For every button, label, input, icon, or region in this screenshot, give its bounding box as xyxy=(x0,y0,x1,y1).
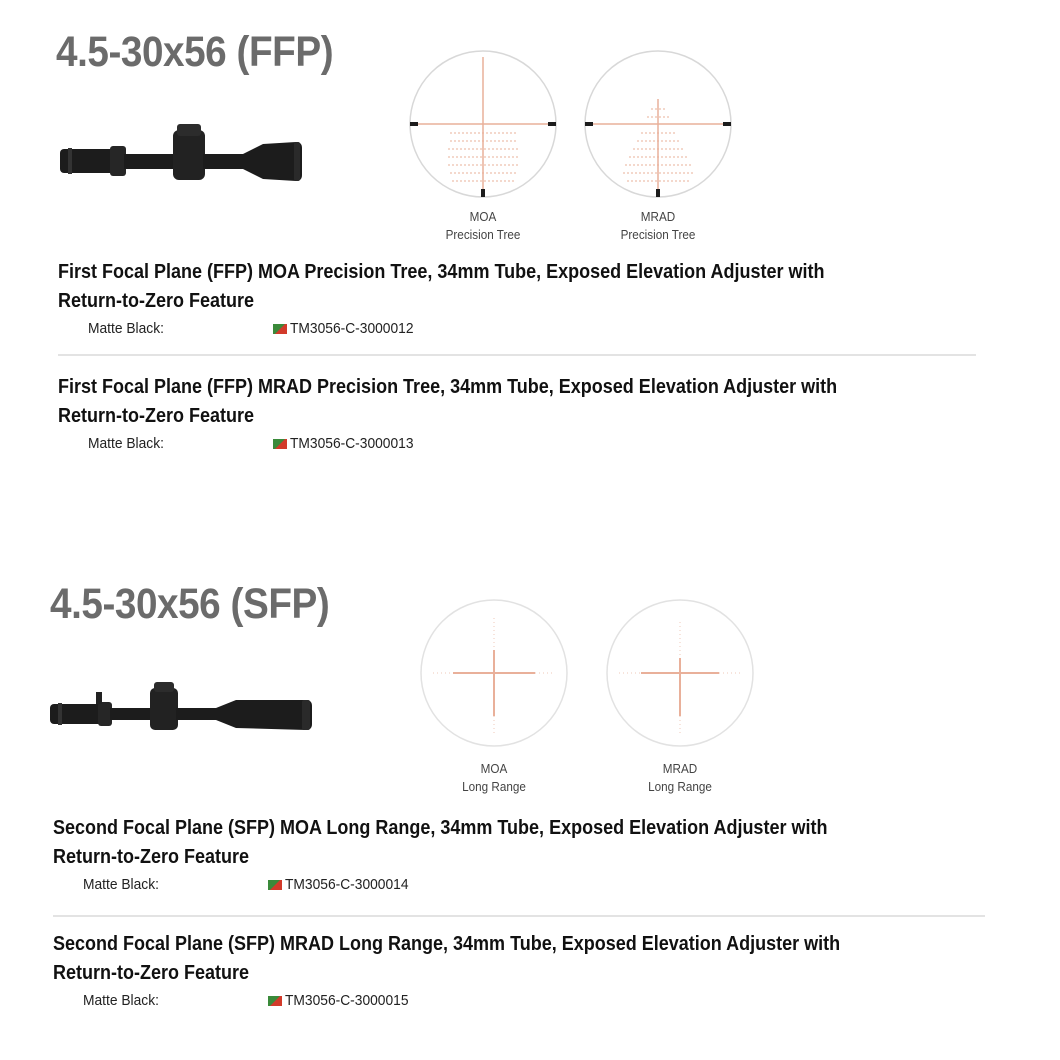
finish-row xyxy=(58,320,1058,342)
product-title-line1: First Focal Plane (FFP) MOA Precision Tree, 34mm Tube, Exposed Elevation Adjuster with xyxy=(58,261,825,283)
product-title xyxy=(58,258,958,316)
reticle-label-line2: Long Range xyxy=(462,779,526,794)
riflescope-image xyxy=(50,680,315,740)
product-entry xyxy=(58,258,1058,342)
product-title-line2: Return-to-Zero Feature xyxy=(53,962,250,984)
finish-row xyxy=(53,876,1053,898)
reticle-label xyxy=(617,760,743,796)
country-flag-icon xyxy=(268,996,282,1006)
product-title-line1: Second Focal Plane (SFP) MRAD Long Range, 34mm Tube, Exposed Elevation Adjuster with xyxy=(53,933,841,955)
product-entry xyxy=(53,814,1053,898)
product-title-line2: Return-to-Zero Feature xyxy=(53,846,250,868)
sku-number: TM3056-C-3000012 xyxy=(290,320,414,337)
divider xyxy=(58,354,976,356)
reticle-moa-precision-tree xyxy=(408,49,558,199)
product-title-line2: Return-to-Zero Feature xyxy=(58,290,255,312)
product-title xyxy=(53,930,953,988)
country-flag-icon xyxy=(273,324,287,334)
reticle-label-line2: Precision Tree xyxy=(620,227,696,242)
reticle-mrad-precision-tree xyxy=(583,49,733,199)
finish-label: Matte Black: xyxy=(88,435,164,452)
reticle-moa-long-range xyxy=(419,598,569,748)
product-title xyxy=(58,373,958,431)
product-title-line2: Return-to-Zero Feature xyxy=(58,405,255,427)
finish-row xyxy=(53,992,1053,1014)
sfp-section xyxy=(0,560,1060,1040)
reticle-label-line2: Precision Tree xyxy=(445,227,521,242)
reticle-label-line1: MOA xyxy=(480,761,508,776)
reticle-label xyxy=(431,760,557,796)
sku-number: TM3056-C-3000013 xyxy=(290,435,414,452)
section-title: 4.5-30x56 (SFP) xyxy=(50,580,330,628)
reticle-label-line1: MRAD xyxy=(662,761,698,776)
finish-label: Matte Black: xyxy=(83,992,159,1009)
reticle-label-line1: MOA xyxy=(469,209,497,224)
reticle-label xyxy=(420,208,546,244)
finish-row xyxy=(58,435,1058,457)
reticle-label-line1: MRAD xyxy=(640,209,676,224)
sku-number: TM3056-C-3000015 xyxy=(285,992,409,1009)
reticle-label-line2: Long Range xyxy=(648,779,712,794)
finish-label: Matte Black: xyxy=(88,320,164,337)
finish-label: Matte Black: xyxy=(83,876,159,893)
product-title-line1: First Focal Plane (FFP) MRAD Precision Tree, 34mm Tube, Exposed Elevation Adjuster with xyxy=(58,376,838,398)
product-title-line1: Second Focal Plane (SFP) MOA Long Range, 34mm Tube, Exposed Elevation Adjuster with xyxy=(53,817,828,839)
section-title: 4.5-30x56 (FFP) xyxy=(56,28,334,76)
ffp-section xyxy=(0,0,1060,480)
divider xyxy=(53,915,985,917)
sku-number: TM3056-C-3000014 xyxy=(285,876,409,893)
reticle-mrad-long-range xyxy=(605,598,755,748)
product-title xyxy=(53,814,953,872)
country-flag-icon xyxy=(268,880,282,890)
reticle-label xyxy=(595,208,721,244)
country-flag-icon xyxy=(273,439,287,449)
product-entry xyxy=(58,373,1058,457)
riflescope-image xyxy=(58,122,308,192)
product-entry xyxy=(53,930,1053,1014)
